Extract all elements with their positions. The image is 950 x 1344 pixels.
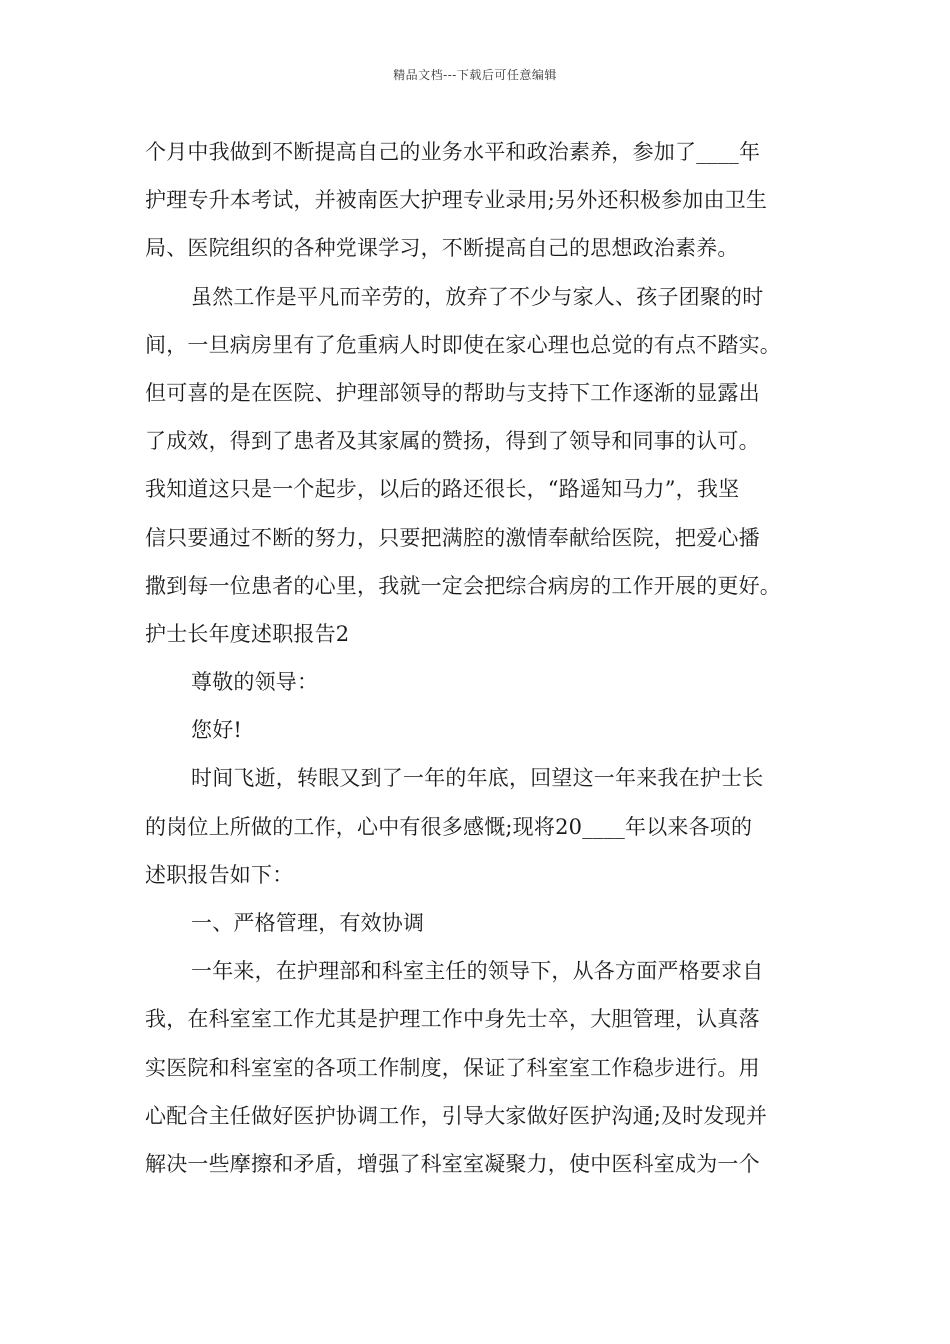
text-line: 信只要通过不断的努力，只要把满腔的激情奉献给医院，把爱心播 [145,525,760,550]
paragraph-start: 时间飞逝，转眼又到了一年的年底，回望这一年来我在护士长 [191,766,764,791]
greeting: 您好! [191,718,243,743]
text-line: 心配合主任做好医护协调工作，引导大家做好医护沟通;及时发现并 [145,1103,768,1128]
text-line: 了成效，得到了患者及其家属的赞扬，得到了领导和同事的认可。 [145,429,760,454]
paragraph-start: 虽然工作是平凡而辛劳的，放弃了不少与家人、孩子团聚的时 [191,284,764,309]
document-body [145,128,815,1188]
text-line: 但可喜的是在医院、护理部领导的帮助与支持下工作逐渐的显露出 [145,380,760,405]
text-line: 实医院和科室室的各项工作制度，保证了科室室工作稳步进行。用 [145,1055,760,1080]
text-line: 局、医院组织的各种党课学习，不断提高自己的思想政治素养。 [145,236,739,261]
text-line: 我知道这只是一个起步，以后的路还很长，“路遥知马力”，我坚 [145,477,740,502]
text-line: 间，一旦病房里有了危重病人时即使在家心理也总觉的有点不踏实。 [145,332,781,357]
page-header: 精品文档---下载后可任意编辑 [393,68,557,82]
paragraph-start: 一年来，在护理部和科室主任的领导下，从各方面严格要求自 [191,959,764,984]
text-line: 的岗位上所做的工作，心中有很多感慨;现将20____年以来各项的 [145,814,753,839]
text-line: 个月中我做到不断提高自己的业务水平和政治素养，参加了____年 [145,140,761,164]
text-line: 我，在科室室工作尤其是护理工作中身先士卒，大胆管理，认真落 [145,1007,760,1032]
text-line: 述职报告如下： [145,862,294,887]
text-line: 护理专升本考试，并被南医大护理专业录用;另外还积极参加由卫生 [145,188,768,213]
salutation: 尊敬的领导： [191,670,319,695]
subsection-heading: 一、严格管理，有效协调 [191,911,425,935]
section-title: 护士长年度述职报告2 [145,621,350,646]
text-line: 解决一些摩擦和矛盾，增强了科室室凝聚力，使中医科室成为一个 [145,1151,760,1176]
text-line: 撒到每一位患者的心里，我就一定会把综合病房的工作开展的更好。 [145,573,781,598]
